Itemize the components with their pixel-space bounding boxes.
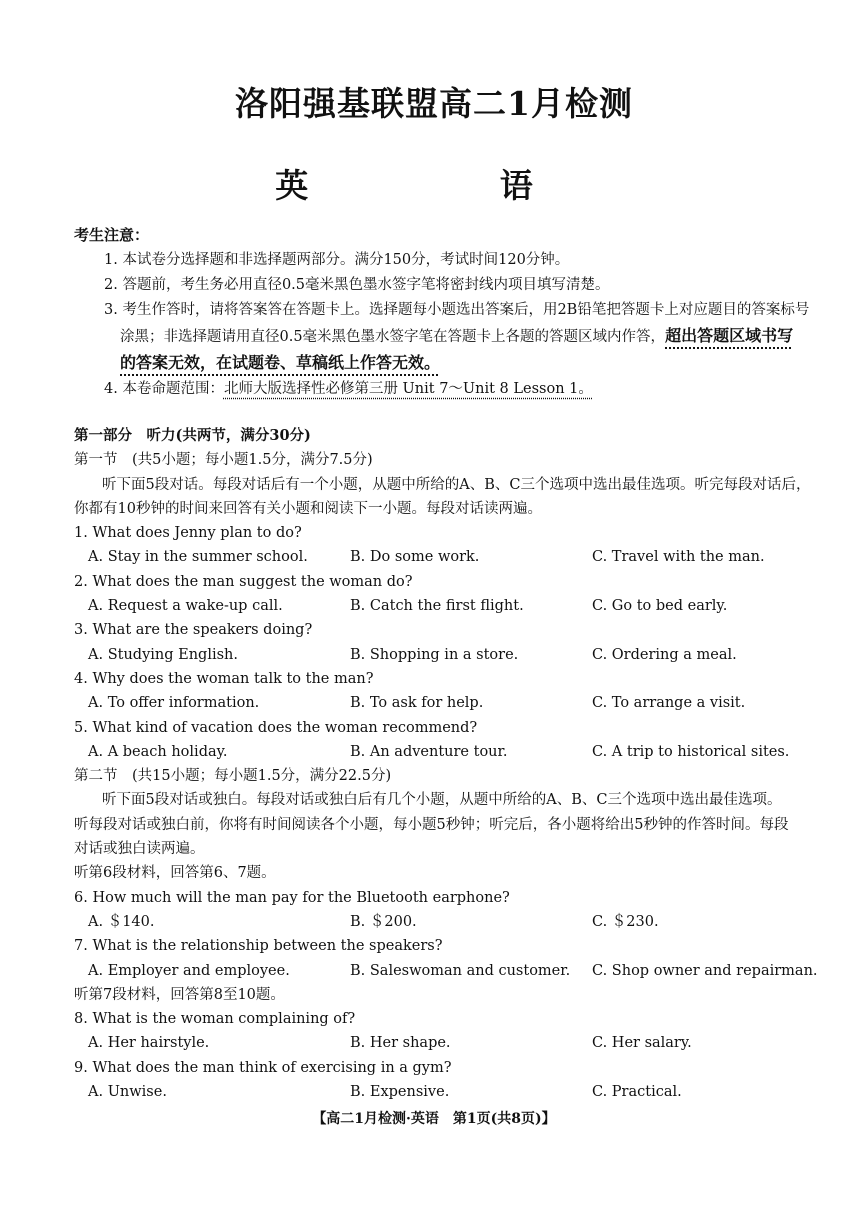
notice-item-4-prefix: 4. 本卷命题范围： bbox=[104, 381, 224, 397]
option-c: C. Go to bed early. bbox=[592, 598, 728, 615]
question-4: 4. Why does the woman talk to the man? bbox=[74, 670, 374, 687]
option-b: B. Her shape. bbox=[350, 1035, 451, 1052]
question-8: 8. What is the woman complaining of? bbox=[74, 1011, 356, 1028]
candidate-notice bbox=[74, 224, 824, 402]
question-5-options bbox=[74, 740, 824, 764]
section1-instructions-1: 听下面5段对话。每段对话后有一个小题，从题中所给的A、B、C三个选项中选出最佳选项。听完每段对话后， bbox=[102, 476, 811, 493]
question-6-options bbox=[74, 910, 824, 934]
option-b: B. To ask for help. bbox=[350, 695, 484, 712]
question-2: 2. What does the man suggest the woman do? bbox=[74, 573, 413, 590]
option-c: C. Travel with the man. bbox=[592, 549, 765, 566]
option-a: A. Request a wake-up call. bbox=[88, 598, 283, 615]
option-a: A. A beach holiday. bbox=[88, 743, 228, 760]
notice-item-3-line-1: 3. 考生作答时，请将答案答在答题卡上。选择题每小题选出答案后，用2B铅笔把答题卡上对应题目的答案标号 bbox=[104, 302, 810, 318]
notice-emphasis-2: 的答案无效，在试题卷、草稿纸上作答无效。 bbox=[120, 353, 441, 372]
notice-item-4 bbox=[74, 377, 824, 402]
section2-heading: 第二节 (共15小题；每小题1.5分，满分22.5分) bbox=[74, 768, 392, 785]
material-6-heading: 听第6段材料，回答第6、7题。 bbox=[74, 865, 276, 882]
question-4-options bbox=[74, 691, 824, 715]
question-9: 9. What does the man think of exercising in a gym? bbox=[74, 1059, 452, 1076]
option-c: C. Shop owner and repairman. bbox=[592, 962, 818, 979]
question-5: 5. What kind of vacation does the woman recommend? bbox=[74, 719, 478, 736]
notice-item-3-text: 涂黑；非选择题请用直径0.5毫米黑色墨水签字笔在答题卡上各题的答题区域内作答， bbox=[120, 329, 666, 345]
part1-heading: 第一部分 听力(共两节，满分30分) bbox=[74, 427, 311, 444]
question-9-options bbox=[74, 1080, 824, 1104]
notice-item-3-line-2 bbox=[74, 323, 824, 350]
option-b: B. Shopping in a store. bbox=[350, 646, 519, 663]
question-6: 6. How much will the man pay for the Bluetooth earphone? bbox=[74, 889, 510, 906]
option-c: C. To arrange a visit. bbox=[592, 695, 746, 712]
question-2-options bbox=[74, 594, 824, 618]
question-8-options bbox=[74, 1031, 824, 1055]
option-a: A. Unwise. bbox=[88, 1084, 167, 1101]
question-3: 3. What are the speakers doing? bbox=[74, 622, 313, 639]
question-1: 1. What does Jenny plan to do? bbox=[74, 525, 302, 542]
notice-item-2: 2. 答题前，考生务必用直径0.5毫米黑色墨水签字笔将密封线内项目填写清楚。 bbox=[104, 277, 610, 293]
option-a: A. To offer information. bbox=[88, 695, 260, 712]
option-b: B. An adventure tour. bbox=[350, 743, 508, 760]
option-a: A. Studying English. bbox=[88, 646, 238, 663]
option-a: A. Her hairstyle. bbox=[88, 1035, 210, 1052]
subject-title: 英 语 bbox=[275, 166, 593, 205]
section1-instructions-2: 你都有10秒钟的时间来回答有关小题和阅读下一小题。每段对话读两遍。 bbox=[74, 500, 542, 517]
option-a: A. ＄140. bbox=[88, 913, 155, 930]
option-c: C. Her salary. bbox=[592, 1035, 692, 1052]
question-7: 7. What is the relationship between the speakers? bbox=[74, 938, 443, 955]
option-b: B. Saleswoman and customer. bbox=[350, 962, 571, 979]
option-b: B. Expensive. bbox=[350, 1084, 450, 1101]
section2-instructions-3: 对话或独白读两遍。 bbox=[74, 841, 205, 858]
option-b: B. Catch the first flight. bbox=[350, 598, 524, 615]
option-c: C. Practical. bbox=[592, 1084, 682, 1101]
section1-heading: 第一节 (共5小题；每小题1.5分，满分7.5分) bbox=[74, 452, 373, 469]
option-a: A. Employer and employee. bbox=[88, 962, 290, 979]
option-c: C. ＄230. bbox=[592, 913, 659, 930]
exam-title: 洛阳强基联盟高二1月检测 bbox=[235, 84, 633, 123]
notice-item-1: 1. 本试卷分选择题和非选择题两部分。满分150分，考试时间120分钟。 bbox=[104, 252, 570, 268]
material-7-heading: 听第7段材料，回答第8至10题。 bbox=[74, 986, 285, 1003]
question-7-options bbox=[74, 959, 824, 983]
listening-section bbox=[74, 424, 824, 1104]
section2-instructions-1: 听下面5段对话或独白。每段对话或独白后有几个小题，从题中所给的A、B、C三个选项中选出最佳选项。 bbox=[102, 792, 782, 809]
question-1-options bbox=[74, 545, 824, 569]
notice-item-4-range: 北师大版选择性必修第三册 Unit 7～Unit 8 Lesson 1。 bbox=[223, 381, 593, 397]
option-a: A. Stay in the summer school. bbox=[88, 549, 308, 566]
option-b: B. ＄200. bbox=[350, 913, 417, 930]
option-c: C. Ordering a meal. bbox=[592, 646, 737, 663]
notice-item-3-line-3 bbox=[74, 350, 824, 377]
option-b: B. Do some work. bbox=[350, 549, 480, 566]
notice-heading: 考生注意： bbox=[74, 226, 150, 244]
option-c: C. A trip to historical sites. bbox=[592, 743, 790, 760]
page-footer: 【高二1月检测·英语 第1页(共8页)】 bbox=[312, 1111, 556, 1127]
notice-emphasis-1: 超出答题区域书写 bbox=[665, 326, 794, 345]
question-3-options bbox=[74, 643, 824, 667]
section2-instructions-2: 听每段对话或独白前，你将有时间阅读各个小题，每小题5秒钟；听完后，各小题将给出5秒钟的作答时间。每段 bbox=[74, 816, 789, 833]
